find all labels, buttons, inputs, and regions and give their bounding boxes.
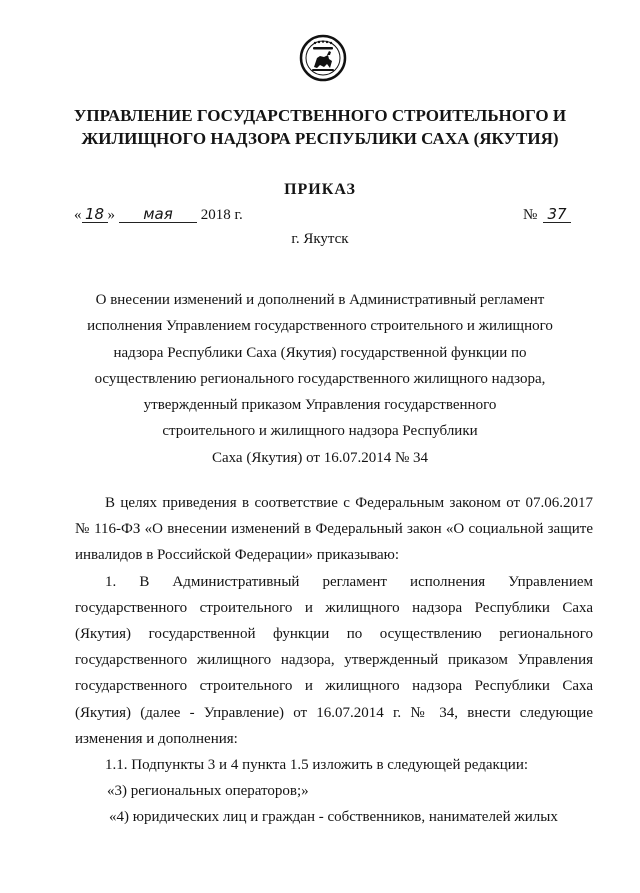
order-number [523, 206, 571, 224]
subject-line: надзора Республики Саха (Якутия) государственной функции по [113, 344, 527, 361]
subject-line: утвержденный приказом Управления государственного [143, 397, 497, 414]
date-open-quote: « [74, 207, 82, 223]
coat-of-arms-emblem [299, 34, 347, 82]
preamble-paragraph: В целях приведения в соответствие с Федеральным законом от 07.06.2017 № 116-ФЗ «О внесении изменений в Федеральный закон «О социальной защите инвалидов в Российской Федерации» приказываю: [75, 495, 593, 564]
document-type: ПРИКАЗ [284, 181, 356, 198]
emblem-icon [299, 34, 347, 82]
date-close-quote: » [107, 207, 115, 223]
item-1-paragraph: 1. В Административный регламент исполнения Управлением государственного строительного и жилищного надзора Республики Саха (Якутия) государственной функции по осуществлению регионального государственного жилищного надзора, утвержденный приказом Управления государственного строительного и жилищного надзора Республики Саха (Якутия) (далее - Управление) от 16.07.2014 г. № 34, внести следующие изменения и дополнения: [75, 573, 593, 747]
subject-line: О внесении изменений и дополнений в Административный регламент [95, 292, 545, 308]
subject-line: Саха (Якутия) от 16.07.2014 № 34 [211, 449, 429, 466]
subitem-3-paragraph: «3) региональных операторов;» [107, 783, 309, 800]
order-body [75, 490, 593, 831]
date-month: мая [119, 206, 197, 223]
agency-name [40, 104, 600, 150]
city: г. Якутск [291, 231, 349, 247]
agency-line: УПРАВЛЕНИЕ ГОСУДАРСТВЕННОГО СТРОИТЕЛЬНОГО И [73, 106, 567, 125]
agency-line: ЖИЛИЩНОГО НАДЗОРА РЕСПУБЛИКИ САХА (ЯКУТИЯ) [81, 129, 559, 148]
item-1-1-paragraph: 1.1. Подпункты 3 и 4 пункта 1.5 изложить в следующей редакции: [105, 757, 529, 774]
subitem-4-paragraph: «4) юридических лиц и граждан - собственников, нанимателей жилых [109, 809, 558, 826]
order-date [74, 206, 243, 224]
order-subject [60, 287, 580, 471]
subject-line: строительного и жилищного надзора Республики [162, 423, 478, 440]
date-year: 2018 г. [200, 207, 243, 223]
date-day: 18 [82, 206, 108, 223]
subject-line: осуществлению регионального государственного жилищного надзора, [94, 370, 546, 387]
subject-line: исполнения Управлением государственного строительного и жилищного [87, 318, 553, 335]
number-sign: № [523, 207, 538, 223]
number-value: 37 [543, 206, 571, 223]
